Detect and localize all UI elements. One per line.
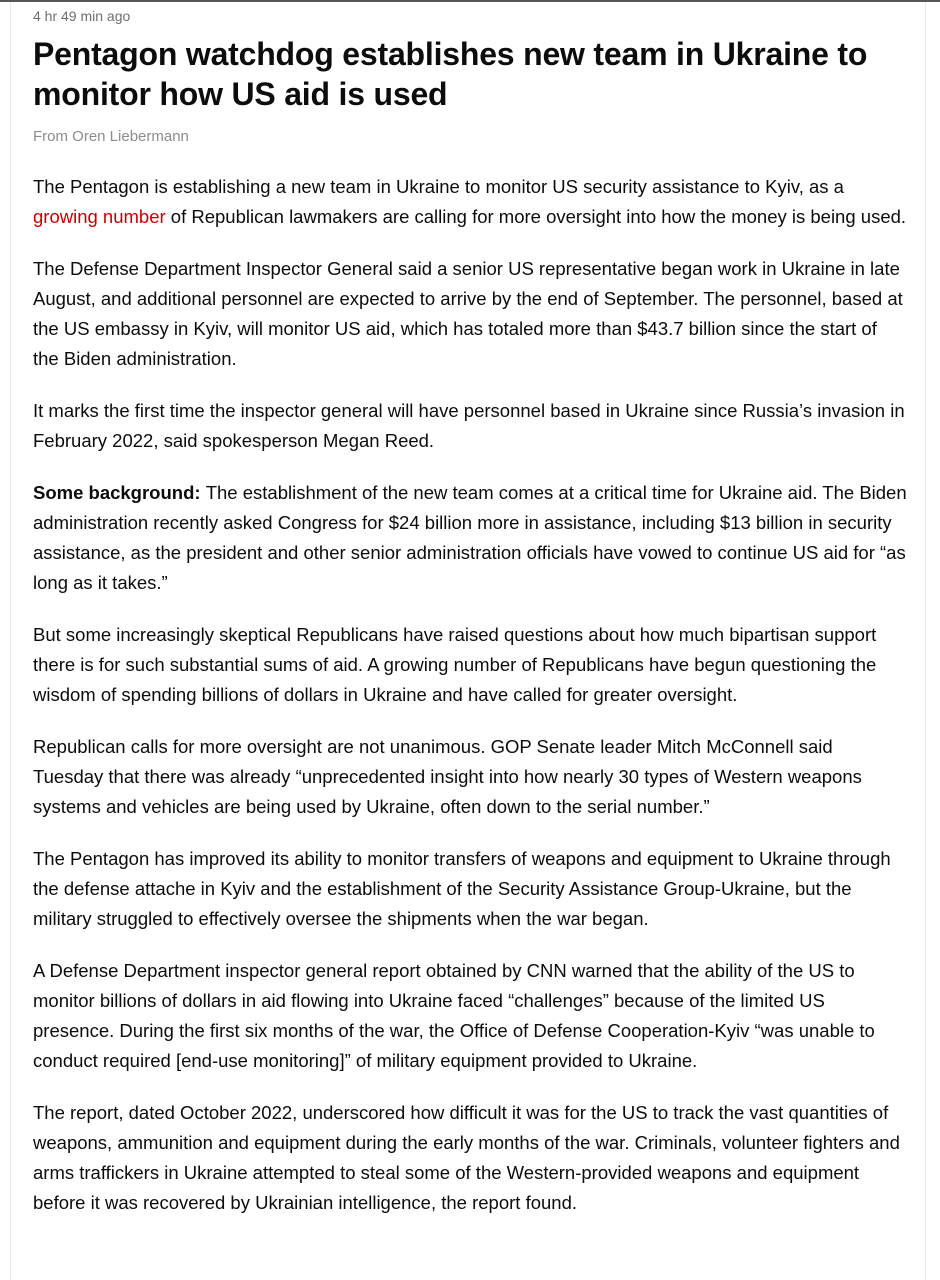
article-paragraph [33,620,907,710]
paragraph-text: of Republican lawmakers are calling for more oversight into how the money is being used. [165,206,907,227]
article-paragraph [33,396,907,456]
live-blog-post-card [10,0,926,1280]
paragraph-text: Republican calls for more oversight are not unanimous. GOP Senate leader Mitch McConnell said Tuesday that there was already “unprecedented insight into how nearly 30 types of Western weapons systems and vehicles are being used by Ukraine, often down to the serial number.” [33,736,862,817]
article-headline: Pentagon watchdog establishes new team in Ukraine to monitor how US aid is used [33,36,868,112]
paragraph-text: But some increasingly skeptical Republicans have raised questions about how much bipartisan support there is for such substantial sums of aid. A growing number of Republicans have begun questioning the wisdom of spending billions of dollars in Ukraine and have called for greater oversight. [33,624,877,705]
article-paragraph [33,172,907,232]
article-body [33,172,907,1218]
article-paragraph [33,732,907,822]
article-paragraph [33,844,907,934]
post-timestamp: 4 hr 49 min ago [33,8,131,24]
paragraph-text: It marks the first time the inspector general will have personnel based in Ukraine since Russia’s invasion in February 2022, said spokesperson Megan Reed. [33,400,905,451]
article-paragraph [33,1098,907,1218]
article-paragraph [33,956,907,1076]
article-paragraph [33,478,907,598]
article-byline: From Oren Liebermann [33,128,189,145]
bold-lead-in: Some background: [33,482,206,503]
article-paragraph [33,254,907,374]
inline-text-link[interactable]: growing number [33,206,166,227]
paragraph-text: The establishment of the new team comes at a critical time for Ukraine aid. The Biden administration recently asked Congress for $24 billion more in assistance, including $13 billion in security assistance, as the president and other senior administration officials have vowed to continue US aid for “as long as it takes.” [33,482,907,593]
paragraph-text: The Pentagon is establishing a new team in Ukraine to monitor US security assistance to Kyiv, as a [33,176,844,197]
paragraph-text: The Pentagon has improved its ability to monitor transfers of weapons and equipment to Ukraine through the defense attache in Kyiv and the establishment of the Security Assistance Group-Ukraine, but the military struggled to effectively oversee the shipments when the war began. [33,848,891,929]
top-divider-line [0,0,940,2]
paragraph-text: The report, dated October 2022, underscored how difficult it was for the US to track the vast quantities of weapons, ammunition and equipment during the early months of the war. Criminals, volunteer fighters and arms traffickers in Ukraine attempted to steal some of the Western-provided weapons and equipment before it was recovered by Ukrainian intelligence, the report found. [33,1102,900,1213]
paragraph-text: The Defense Department Inspector General said a senior US representative began work in Ukraine in late August, and additional personnel are expected to arrive by the end of September. The personnel, based at the US embassy in Kyiv, will monitor US aid, which has totaled more than $43.7 billion since the start of the Biden administration. [33,258,903,369]
paragraph-text: A Defense Department inspector general report obtained by CNN warned that the ability of the US to monitor billions of dollars in aid flowing into Ukraine faced “challenges” because of the limited US presence. During the first six months of the war, the Office of Defense Cooperation-Kyiv “was unable to conduct required [end-use monitoring]” of military equipment provided to Ukraine. [33,960,875,1071]
